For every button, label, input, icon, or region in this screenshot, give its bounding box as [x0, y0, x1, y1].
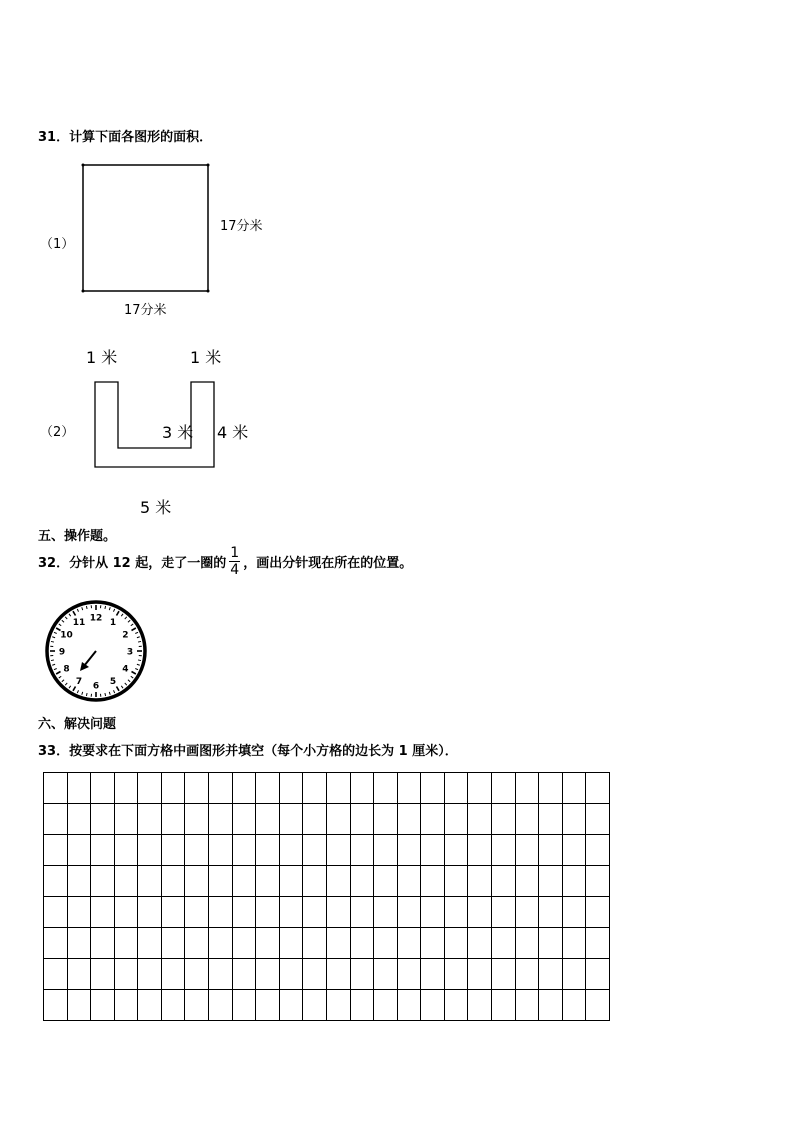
grid-cell[interactable] [185, 990, 209, 1021]
grid-cell[interactable] [586, 773, 610, 804]
grid-cell[interactable] [303, 959, 327, 990]
grid-cell[interactable] [256, 866, 280, 897]
grid-cell[interactable] [445, 835, 469, 866]
clock-number: 7 [75, 676, 83, 687]
grid-cell[interactable] [563, 835, 587, 866]
grid-cell[interactable] [468, 928, 492, 959]
square-figure [78, 160, 218, 300]
grid-cell[interactable] [303, 866, 327, 897]
grid-cell[interactable] [516, 773, 540, 804]
clock-number: 1 [109, 618, 117, 629]
grid-cell[interactable] [68, 897, 92, 928]
grid-cell[interactable] [539, 990, 563, 1021]
grid-cell[interactable] [233, 866, 257, 897]
grid-cell[interactable] [421, 928, 445, 959]
q32-suffix: ，画出分针现在所在的位置。 [243, 556, 413, 571]
grid-cell[interactable] [162, 928, 186, 959]
grid-cell[interactable] [374, 928, 398, 959]
fig2-bottom-label: 5 米 [140, 498, 172, 517]
grid-cell[interactable] [256, 928, 280, 959]
section6-title: 六、解决问题 [38, 717, 117, 732]
grid-cell[interactable] [68, 804, 92, 835]
grid-cell[interactable] [44, 897, 68, 928]
grid-cell[interactable] [138, 773, 162, 804]
grid-cell[interactable] [351, 866, 375, 897]
fig2-top-right-label: 1 米 [190, 348, 222, 367]
grid-cell[interactable] [68, 835, 92, 866]
grid-cell[interactable] [516, 804, 540, 835]
grid-cell[interactable] [233, 835, 257, 866]
square-grid[interactable] [43, 772, 610, 1021]
grid-cell[interactable] [445, 959, 469, 990]
grid-cell[interactable] [68, 959, 92, 990]
grid-cell[interactable] [374, 897, 398, 928]
grid-cell[interactable] [374, 804, 398, 835]
clock-number: 10 [60, 630, 73, 641]
grid-cell[interactable] [351, 959, 375, 990]
grid-cell[interactable] [374, 835, 398, 866]
grid-cell[interactable] [44, 804, 68, 835]
grid-cell[interactable] [209, 990, 233, 1021]
clock-tick [86, 693, 87, 696]
grid-cell[interactable] [492, 835, 516, 866]
grid-cell[interactable] [115, 804, 139, 835]
grid-cell[interactable] [398, 773, 422, 804]
grid-cell[interactable] [516, 835, 540, 866]
grid-cell[interactable] [421, 866, 445, 897]
clock-tick [105, 693, 106, 696]
grid-cell[interactable] [468, 959, 492, 990]
grid-cell[interactable] [374, 990, 398, 1021]
fig2-outer-height-label: 4 米 [217, 423, 249, 442]
grid-cell[interactable] [138, 866, 162, 897]
grid-cell[interactable] [44, 990, 68, 1021]
grid-cell[interactable] [68, 990, 92, 1021]
grid-cell[interactable] [563, 959, 587, 990]
grid-cell[interactable] [421, 773, 445, 804]
grid-cell[interactable] [233, 804, 257, 835]
grid-cell[interactable] [209, 928, 233, 959]
grid-cell[interactable] [539, 928, 563, 959]
clock-tick [105, 606, 106, 609]
grid-cell[interactable] [468, 866, 492, 897]
grid-cell[interactable] [138, 835, 162, 866]
grid-cell[interactable] [351, 928, 375, 959]
grid-cell[interactable] [256, 835, 280, 866]
q32-prefix: 32．分针从 12 起，走了一圈的 [38, 556, 227, 571]
grid-cell[interactable] [185, 928, 209, 959]
grid-cell[interactable] [162, 897, 186, 928]
grid-cell[interactable] [539, 773, 563, 804]
grid-cell[interactable] [374, 773, 398, 804]
u-shape-figure [90, 378, 220, 473]
grid-cell[interactable] [421, 897, 445, 928]
grid-cell[interactable] [351, 835, 375, 866]
clock-tick [138, 660, 141, 661]
grid-cell[interactable] [421, 990, 445, 1021]
grid-cell[interactable] [421, 959, 445, 990]
grid-cell[interactable] [398, 866, 422, 897]
grid-cell[interactable] [563, 773, 587, 804]
grid-cell[interactable] [351, 897, 375, 928]
grid-cell[interactable] [280, 959, 304, 990]
grid-cell[interactable] [44, 835, 68, 866]
fraction-numerator: 1 [230, 545, 240, 561]
grid-cell[interactable] [44, 928, 68, 959]
grid-cell[interactable] [539, 866, 563, 897]
grid-cell[interactable] [115, 773, 139, 804]
grid-cell[interactable] [280, 773, 304, 804]
grid-cell[interactable] [91, 804, 115, 835]
grid-cell[interactable] [563, 897, 587, 928]
grid-cell[interactable] [68, 866, 92, 897]
grid-cell[interactable] [351, 773, 375, 804]
grid-cell[interactable] [209, 866, 233, 897]
grid-cell[interactable] [280, 990, 304, 1021]
clock-number: 9 [58, 647, 66, 658]
grid-cell[interactable] [492, 928, 516, 959]
grid-cell[interactable] [138, 928, 162, 959]
grid-cell[interactable] [280, 928, 304, 959]
grid-cell[interactable] [445, 990, 469, 1021]
grid-cell[interactable] [327, 866, 351, 897]
grid-cell[interactable] [516, 990, 540, 1021]
grid-cell[interactable] [91, 773, 115, 804]
grid-cell[interactable] [303, 835, 327, 866]
clock-number: 4 [122, 664, 129, 675]
grid-cell[interactable] [398, 990, 422, 1021]
grid-cell[interactable] [374, 959, 398, 990]
clock-number: 6 [92, 681, 100, 692]
fig1-label: （1） [40, 237, 75, 252]
grid-cell[interactable] [91, 835, 115, 866]
grid-cell[interactable] [398, 897, 422, 928]
grid-cell[interactable] [327, 804, 351, 835]
grid-cell[interactable] [303, 804, 327, 835]
grid-cell[interactable] [327, 897, 351, 928]
grid-cell[interactable] [138, 990, 162, 1021]
grid-cell[interactable] [468, 804, 492, 835]
grid-cell[interactable] [492, 866, 516, 897]
grid-cell[interactable] [233, 990, 257, 1021]
grid-cell[interactable] [68, 928, 92, 959]
grid-cell[interactable] [115, 835, 139, 866]
grid-cell[interactable] [233, 928, 257, 959]
grid-cell[interactable] [351, 804, 375, 835]
grid-cell[interactable] [398, 928, 422, 959]
grid-cell[interactable] [398, 835, 422, 866]
grid-cell[interactable] [563, 928, 587, 959]
grid-cell[interactable] [233, 959, 257, 990]
clock-number: 11 [72, 618, 86, 629]
clock-number: 5 [109, 676, 117, 687]
grid-cell[interactable] [303, 990, 327, 1021]
grid-cell[interactable] [539, 835, 563, 866]
grid-cell[interactable] [162, 959, 186, 990]
grid-cell[interactable] [586, 990, 610, 1021]
grid-cell[interactable] [303, 897, 327, 928]
grid-cell[interactable] [586, 959, 610, 990]
grid-cell[interactable] [468, 835, 492, 866]
grid-cell[interactable] [209, 804, 233, 835]
grid-cell[interactable] [492, 990, 516, 1021]
fig2-top-left-label: 1 米 [86, 348, 118, 367]
grid-cell[interactable] [209, 773, 233, 804]
grid-cell[interactable] [91, 990, 115, 1021]
grid-cell[interactable] [563, 866, 587, 897]
grid-cell[interactable] [280, 804, 304, 835]
grid-cell[interactable] [374, 866, 398, 897]
grid-cell[interactable] [327, 990, 351, 1021]
grid-cell[interactable] [445, 866, 469, 897]
grid-cell[interactable] [185, 959, 209, 990]
grid-cell[interactable] [586, 804, 610, 835]
grid-cell[interactable] [91, 866, 115, 897]
grid-cell[interactable] [256, 773, 280, 804]
grid-cell[interactable] [327, 928, 351, 959]
grid-cell[interactable] [162, 804, 186, 835]
fraction-denominator: 4 [230, 562, 240, 578]
grid-cell[interactable] [91, 928, 115, 959]
grid-cell[interactable] [586, 866, 610, 897]
grid-cell[interactable] [185, 866, 209, 897]
grid-cell[interactable] [138, 897, 162, 928]
grid-cell[interactable] [91, 897, 115, 928]
grid-cell[interactable] [327, 835, 351, 866]
grid-cell[interactable] [492, 897, 516, 928]
grid-cell[interactable] [162, 773, 186, 804]
grid-cell[interactable] [563, 804, 587, 835]
grid-cell[interactable] [233, 773, 257, 804]
grid-cell[interactable] [563, 990, 587, 1021]
q31-title: 31．计算下面各图形的面积． [38, 130, 213, 145]
grid-cell[interactable] [468, 897, 492, 928]
grid-cell[interactable] [445, 773, 469, 804]
grid-cell[interactable] [398, 959, 422, 990]
grid-cell[interactable] [280, 897, 304, 928]
grid-cell[interactable] [516, 866, 540, 897]
grid-cell[interactable] [115, 897, 139, 928]
grid-cell[interactable] [468, 773, 492, 804]
grid-cell[interactable] [586, 897, 610, 928]
grid-cell[interactable] [303, 773, 327, 804]
grid-cell[interactable] [516, 928, 540, 959]
clock-face [44, 598, 150, 704]
grid-cell[interactable] [162, 835, 186, 866]
grid-cell[interactable] [185, 897, 209, 928]
grid-cell[interactable] [516, 897, 540, 928]
grid-cell[interactable] [185, 835, 209, 866]
fig2-inner-height-label: 3 米 [162, 423, 194, 442]
fig2-label: （2） [40, 425, 75, 440]
clock-number: 3 [126, 647, 134, 658]
clock-number: 2 [122, 630, 129, 641]
grid-cell[interactable] [115, 990, 139, 1021]
fig1-right-side-label: 17分米 [220, 219, 263, 234]
grid-cell[interactable] [256, 959, 280, 990]
clock-tick [86, 606, 87, 609]
grid-cell[interactable] [256, 990, 280, 1021]
grid-cell[interactable] [351, 990, 375, 1021]
grid-cell[interactable] [539, 804, 563, 835]
grid-cell[interactable] [185, 804, 209, 835]
fig1-bottom-side-label: 17分米 [124, 303, 167, 318]
clock-tick [51, 641, 54, 642]
grid-cell[interactable] [280, 866, 304, 897]
grid-cell[interactable] [492, 959, 516, 990]
q32-title [38, 545, 412, 578]
grid-cell[interactable] [327, 773, 351, 804]
clock-number: 12 [89, 613, 103, 624]
grid-cell[interactable] [539, 959, 563, 990]
grid-cell[interactable] [280, 835, 304, 866]
grid-cell[interactable] [185, 773, 209, 804]
grid-cell[interactable] [162, 990, 186, 1021]
grid-cell[interactable] [115, 866, 139, 897]
clock-tick [138, 641, 141, 642]
grid-cell[interactable] [44, 773, 68, 804]
grid-cell[interactable] [138, 804, 162, 835]
grid-cell[interactable] [303, 928, 327, 959]
grid-cell[interactable] [539, 897, 563, 928]
grid-cell[interactable] [209, 959, 233, 990]
q33-title: 33．按要求在下面方格中画图形并填空（每个小方格的边长为 1 厘米）． [38, 744, 458, 759]
grid-cell[interactable] [327, 959, 351, 990]
clock-tick [51, 660, 54, 661]
section5-title: 五、操作题。 [38, 529, 117, 544]
grid-cell[interactable] [256, 897, 280, 928]
grid-cell[interactable] [586, 928, 610, 959]
fraction [229, 545, 240, 578]
grid-cell[interactable] [115, 959, 139, 990]
grid-cell[interactable] [91, 959, 115, 990]
clock-number: 8 [63, 664, 70, 675]
grid-cell[interactable] [492, 773, 516, 804]
grid-cell[interactable] [44, 866, 68, 897]
grid-cell[interactable] [468, 990, 492, 1021]
grid-cell[interactable] [256, 804, 280, 835]
grid-cell[interactable] [68, 773, 92, 804]
grid-cell[interactable] [445, 804, 469, 835]
grid-cell[interactable] [492, 804, 516, 835]
grid-cell[interactable] [209, 897, 233, 928]
grid-cell[interactable] [516, 959, 540, 990]
grid-cell[interactable] [233, 897, 257, 928]
grid-cell[interactable] [115, 928, 139, 959]
grid-cell[interactable] [445, 928, 469, 959]
grid-cell[interactable] [209, 835, 233, 866]
grid-cell[interactable] [421, 835, 445, 866]
grid-cell[interactable] [138, 959, 162, 990]
grid-cell[interactable] [44, 959, 68, 990]
grid-cell[interactable] [398, 804, 422, 835]
grid-cell[interactable] [445, 897, 469, 928]
grid-cell[interactable] [162, 866, 186, 897]
grid-cell[interactable] [586, 835, 610, 866]
grid-cell[interactable] [421, 804, 445, 835]
